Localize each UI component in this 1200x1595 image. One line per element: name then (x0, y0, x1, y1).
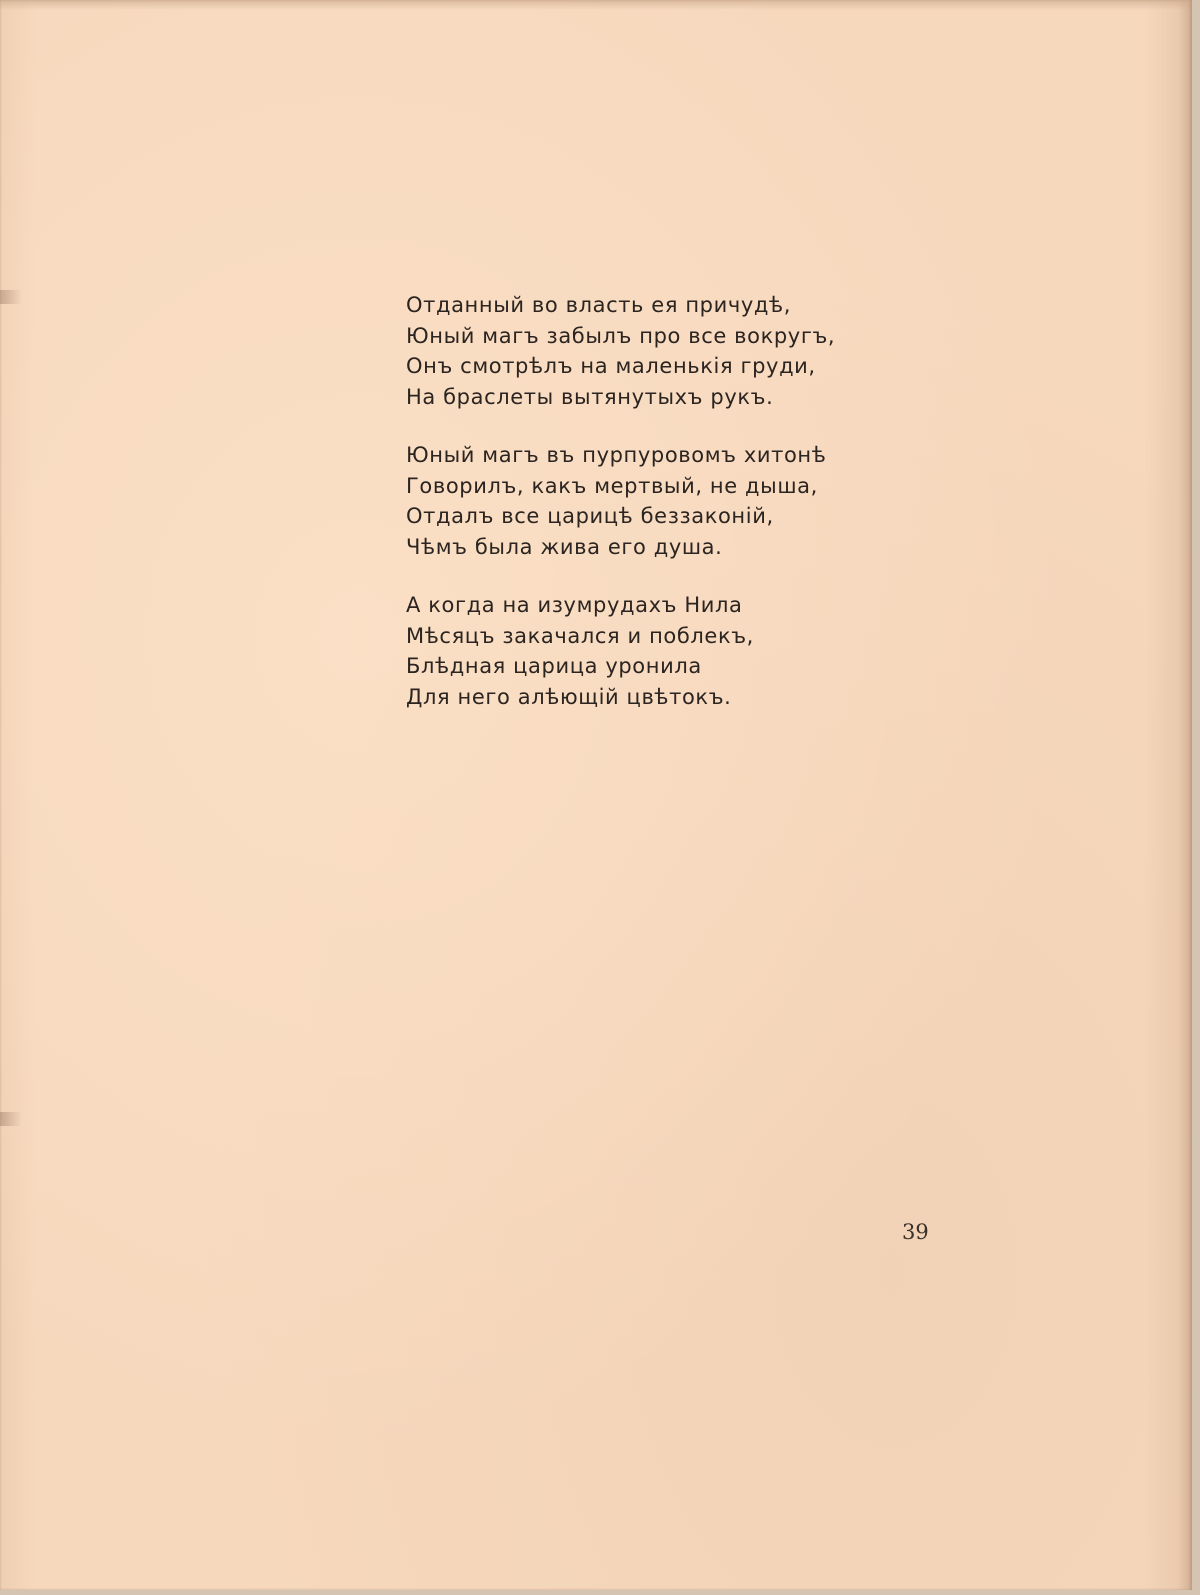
stanza-2 (406, 440, 846, 562)
poem-line: На браслеты вытянутыхъ рукъ. (406, 384, 774, 409)
poem-line: Говорилъ, какъ мертвый, не дыша, (406, 473, 818, 498)
poem-line: Отдалъ все царицѣ беззаконій, (406, 504, 774, 528)
page-right-edge (1178, 0, 1192, 1590)
stanza-1 (406, 290, 846, 412)
binding-notch (0, 1112, 22, 1126)
poem-line: Мѣсяцъ закачался и поблекъ, (406, 623, 754, 648)
poem-line: Юный магъ въ пурпуровомъ хитонѣ (406, 443, 827, 467)
binding-notch (0, 290, 22, 304)
poem-line: Чѣмъ была жива его душа. (406, 534, 723, 559)
poem-line: Для него алѣющій цвѣтокъ. (406, 684, 732, 709)
poem-line: А когда на изумрудахъ Нила (406, 593, 743, 617)
poem-line: Отданный во власть ея причудѣ, (406, 293, 791, 317)
stanza-3 (406, 590, 846, 712)
poem-text (406, 290, 846, 740)
poem-line: Юный магъ забылъ про все вокругъ, (406, 323, 836, 348)
poem-line: Онъ смотрѣлъ на маленькія груди, (406, 354, 816, 378)
page-number: 39 (902, 1220, 929, 1244)
poem-line: Блѣдная царица уронила (406, 654, 702, 678)
page-top-edge (0, 0, 1192, 10)
